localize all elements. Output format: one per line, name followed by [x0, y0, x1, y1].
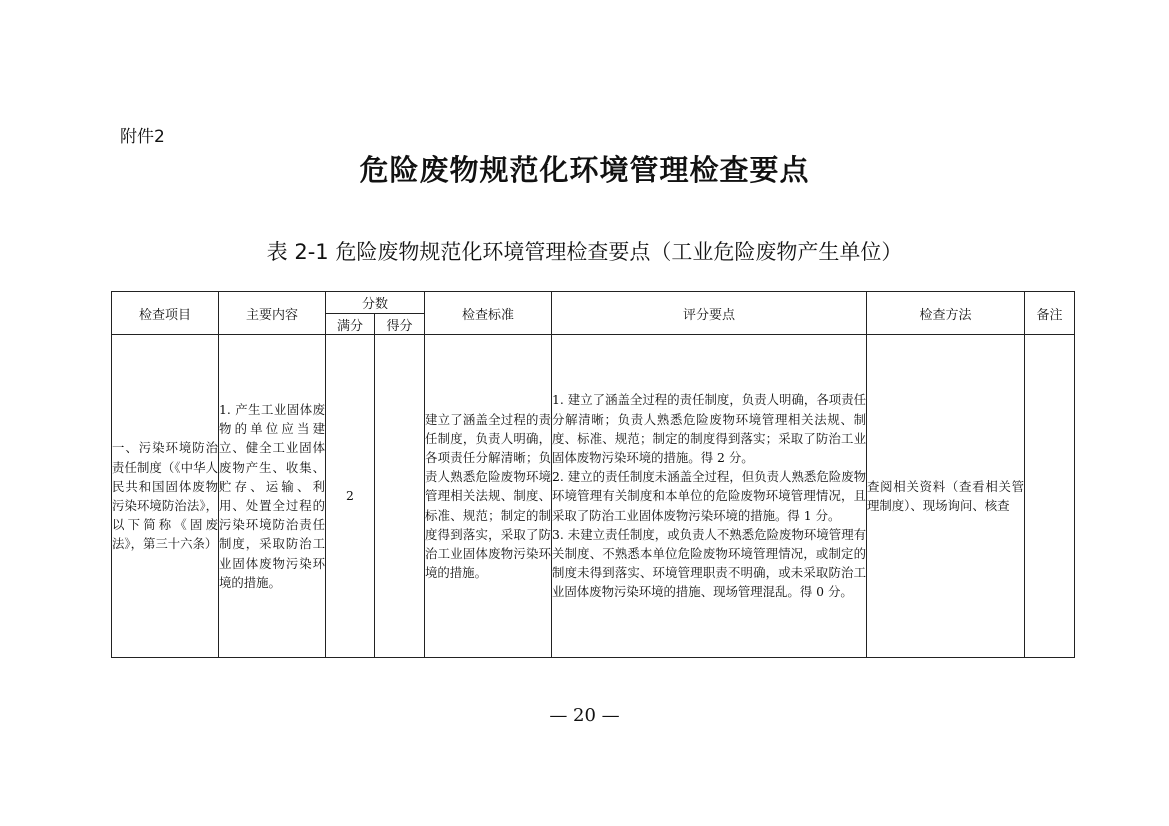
attachment-label: 附件2: [120, 127, 165, 147]
scoring-point: 2. 建立的责任制度未涵盖全过程，但负责人熟悉危险废物环境管理有关制度和本单位的危险废物环境管理情况，且采取了防治工业固体废物污染环境的措施。得 1 分。: [552, 469, 867, 523]
cell-full-score: 2: [326, 335, 375, 658]
inspection-table: [111, 291, 1075, 658]
scoring-point: 3. 未建立责任制度，或负责人不熟悉危险废物环境管理有关制度、不熟悉本单位危险废物环境管理情况，或制定的制度未得到落实、环境管理职责不明确，或未采取防治工业固体废物污染环境的措施、现场管理混乱。得 0 分。: [552, 526, 867, 600]
cell-standard: 建立了涵盖全过程的责任制度，负责人明确，各项责任分解清晰；负责人熟悉危险废物环境管理相关法规、制度、标准、规范；制定的制度得到落实，采取了防治工业固体废物污染环境的措施。: [425, 335, 552, 658]
scoring-point: 1. 建立了涵盖全过程的责任制度，负责人明确，各项责任分解清晰；负责人熟悉危险废物环境管理相关法规、制度、标准、规范；制定的制度得到落实；采取了防治工业固体废物污染环境的措施。得 2 分。: [552, 392, 867, 465]
cell-remark: [1025, 335, 1075, 658]
header-obtained-score: 得分: [375, 314, 425, 335]
header-content: 主要内容: [219, 292, 326, 335]
cell-item: 一、污染环境防治责任制度（《中华人民共和国固体废物污染环境防治法》，以下简称《固废法》，第三十六条）: [112, 335, 219, 658]
cell-method: 查阅相关资料（查看相关管理制度）、现场询问、核查: [867, 335, 1025, 658]
header-method: 检查方法: [867, 292, 1025, 335]
header-item: 检查项目: [112, 292, 219, 335]
document-title: 危险废物规范化环境管理检查要点: [359, 153, 810, 187]
table-row: [112, 335, 1075, 658]
header-remark: 备注: [1025, 292, 1075, 335]
header-full-score: 满分: [326, 314, 375, 335]
header-standard: 检查标准: [425, 292, 552, 335]
header-scoring-points: 评分要点: [552, 292, 867, 335]
cell-content: 1. 产生工业固体废物的单位应当建立、健全工业固体废物产生、收集、贮存、运输、利用、处置全过程的污染环境防治责任制度，采取防治工业固体废物污染环境的措施。: [219, 335, 326, 658]
cell-obtained-score: [375, 335, 425, 658]
page-number: — 20 —: [549, 705, 620, 726]
header-score: 分数: [326, 292, 425, 314]
table-title: 表 2-1 危险废物规范化环境管理检查要点（工业危险废物产生单位）: [266, 240, 903, 264]
cell-scoring-points: [552, 335, 867, 658]
